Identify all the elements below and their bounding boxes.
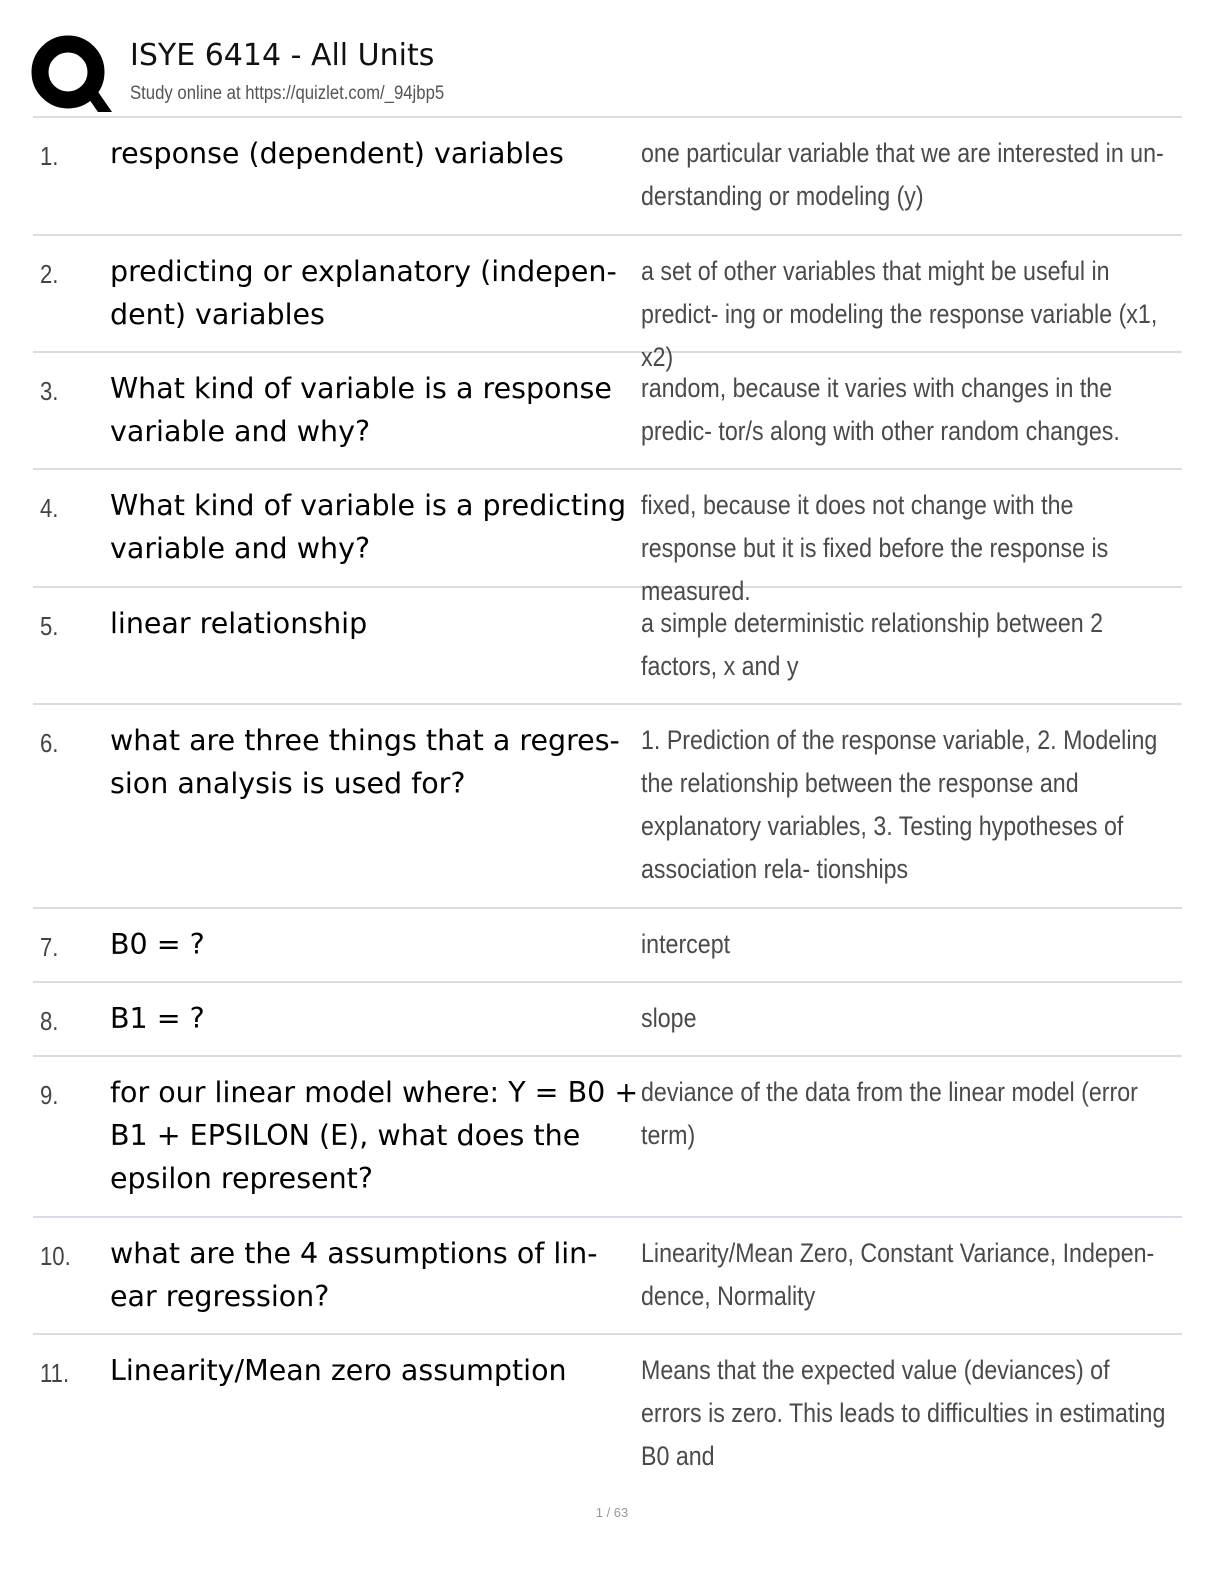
- flashcard-row: [33, 705, 1182, 909]
- card-definition: a set of other variables that might be useful in predict- ing or modeling the response variable (x1, x2): [641, 256, 1158, 372]
- card-term: Linearity/Mean zero assumption: [110, 1354, 567, 1387]
- card-number: 8.: [40, 1006, 59, 1036]
- flashcard-row: [33, 983, 1182, 1057]
- flashcard-list: [33, 116, 1182, 1471]
- card-term: predicting or explanatory (indepen- dent) variables: [110, 255, 617, 331]
- flashcard-row: [33, 118, 1182, 236]
- flashcard-row: [33, 909, 1182, 983]
- flashcard-row: [33, 588, 1182, 705]
- card-term: linear relationship: [110, 607, 368, 640]
- card-term: what are three things that a regres- sion analysis is used for?: [110, 724, 620, 800]
- card-term: B0 = ?: [110, 928, 205, 961]
- deck-title: ISYE 6414 - All Units: [130, 38, 435, 73]
- card-definition: fixed, because it does not change with the response but it is fixed before the response is measured.: [641, 490, 1109, 606]
- card-number: 3.: [40, 376, 59, 406]
- study-online-link[interactable]: Study online at https://quizlet.com/_94jbp5: [130, 83, 445, 104]
- flashcard-row: [33, 470, 1182, 606]
- quizlet-logo-icon: [30, 34, 112, 116]
- card-definition: intercept: [641, 929, 731, 959]
- card-definition: one particular variable that we are interested in un- derstanding or modeling (y): [641, 138, 1164, 211]
- card-definition: Means that the expected value (deviances) of errors is zero. This leads to difficulties in estimating B0 and: [641, 1355, 1166, 1471]
- card-definition: a simple deterministic relationship between 2 factors, x and y: [641, 608, 1104, 681]
- card-number: 11.: [40, 1358, 70, 1388]
- card-number: 10.: [40, 1241, 71, 1271]
- flashcard-row: [33, 1057, 1182, 1218]
- flashcard-row: [33, 1218, 1182, 1335]
- card-term: B1 = ?: [110, 1002, 205, 1035]
- card-number: 2.: [40, 259, 59, 289]
- card-number: 6.: [40, 728, 59, 758]
- card-term: What kind of variable is a predicting variable and why?: [110, 489, 627, 565]
- flashcard-row: [33, 353, 1182, 470]
- card-number: 4.: [40, 493, 59, 523]
- card-number: 9.: [40, 1080, 59, 1110]
- card-number: 1.: [40, 141, 59, 171]
- flashcard-row: [33, 1335, 1182, 1471]
- card-number: 5.: [40, 611, 59, 641]
- card-definition: random, because it varies with changes in the predic- tor/s along with other random changes.: [641, 373, 1120, 446]
- card-definition: Linearity/Mean Zero, Constant Variance, Indepen- dence, Normality: [641, 1238, 1155, 1311]
- card-term: for our linear model where: Y = B0 + B1 + EPSILON (E), what does the epsilon represent?: [110, 1076, 639, 1195]
- card-definition: deviance of the data from the linear model (error term): [641, 1077, 1138, 1150]
- card-term: response (dependent) variables: [110, 137, 564, 170]
- card-definition: 1. Prediction of the response variable, 2. Modeling the relationship between the response and explanatory variables, 3. Testing hypotheses of association rela- tionships: [641, 725, 1158, 884]
- page-number: 1 / 63: [595, 1505, 629, 1520]
- card-term: what are the 4 assumptions of lin- ear regression?: [110, 1237, 598, 1313]
- flashcard-row: [33, 236, 1182, 372]
- page-header: [30, 30, 1182, 116]
- card-term: What kind of variable is a response variable and why?: [110, 372, 612, 448]
- card-definition: slope: [641, 1003, 697, 1033]
- card-number: 7.: [40, 932, 59, 962]
